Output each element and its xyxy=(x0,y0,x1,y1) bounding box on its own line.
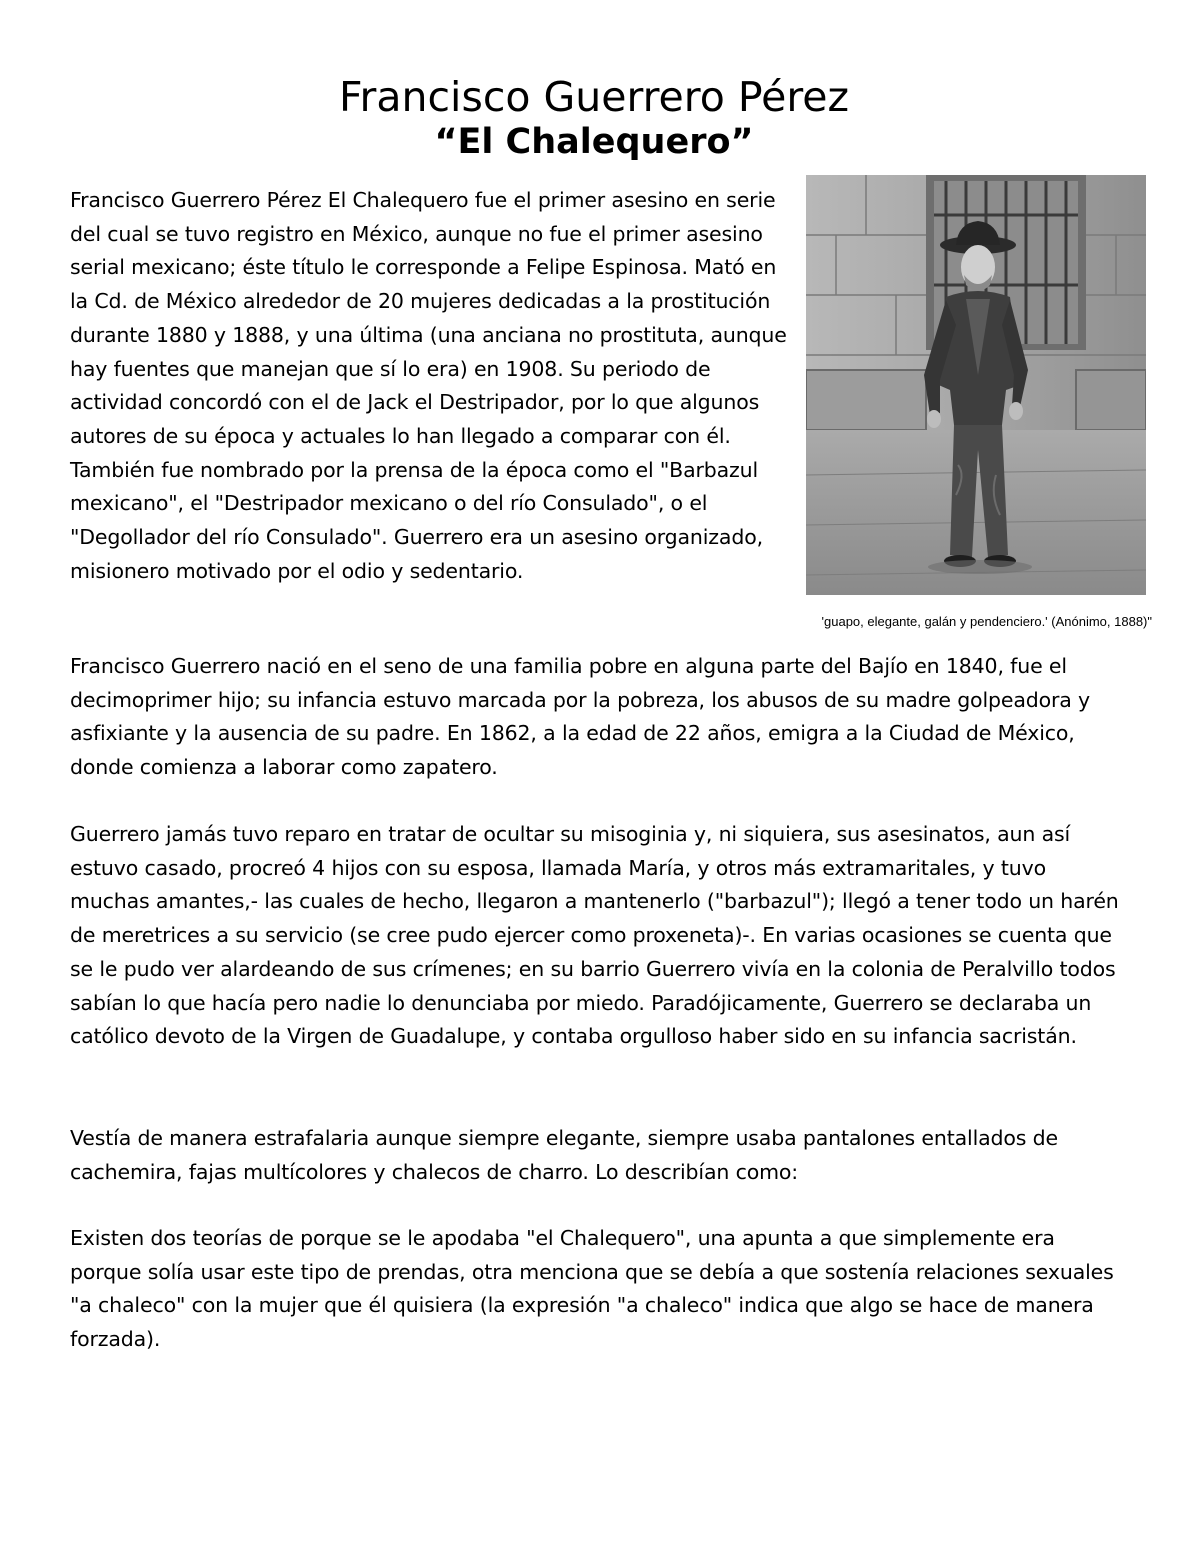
birth-paragraph: Francisco Guerrero nació en el seno de una familia pobre en alguna parte del Bajío en 1840, fue el decimoprimer hijo; su infancia estuvo marcada por la pobreza, los abusos de su madre golpeadora y asfixiante y la ausencia de su padre. En 1862, a la edad de 22 años, emigra a la Ciudad de México, donde comienza a laborar como zapatero. xyxy=(70,654,1091,780)
nickname-paragraph: Existen dos teorías de porque se le apodaba "el Chalequero", una apunta a que simplemente era porque solía usar este tipo de prendas, otra menciona que se debía a que sostenía relaciones sexuales "a chaleco" con la mujer que él quisiera (la expresión "a chaleco" indica que algo se hace de manera forzada). xyxy=(70,1226,1114,1352)
photo-caption: 'guapo, elegante, galán y pendenciero.' (Anónimo, 1888)" xyxy=(821,614,1152,629)
intro-paragraph: Francisco Guerrero Pérez El Chalequero fue el primer asesino en serie del cual se tuvo registro en México, aunque no fue el primer asesino serial mexicano; éste título le corresponde a Felipe Espinosa. Mató en la Cd. de México alrededor de 20 mujeres dedicadas a la prostitución durante 1880 y 1888, y una última (una anciana no prostituta, aunque hay fuentes que manejan que sí lo era) en 1908. Su periodo de actividad concordó con el de Jack el Destripador, por lo que algunos autores de su época y actuales lo han llegado a comparar con él. También fue nombrado por la prensa de la época como el "Barbazul mexicano", el "Destripador mexicano o del río Consulado", o el "Degollador del río Consulado". Guerrero era un asesino organizado, misionero motivado por el odio y sedentario. xyxy=(70,188,787,583)
dress-paragraph: Vestía de manera estrafalaria aunque siempre elegante, siempre usaba pantalones entallados de cachemira, fajas multícolores y chalecos de charro. Lo describían como: xyxy=(70,1126,1059,1184)
misogyny-paragraph: Guerrero jamás tuvo reparo en tratar de ocultar su misoginia y, ni siquiera, sus asesinatos, aun así estuvo casado, procreó 4 hijos con su esposa, llamada María, y otros más extramaritales, y tuvo muchas amantes,- las cuales de hecho, llegaron a mantenerlo ("barbazul"); llegó a tener todo un harén de meretrices a su servicio (se cree pudo ejercer como proxeneta)-. En varias ocasiones se cuenta que se le pudo ver alardeando de sus crímenes; en su barrio Guerrero vivía en la colonia de Peralvillo todos sabían lo que hacía pero nadie lo denunciaba por miedo. Paradójicamente, Guerrero se declaraba un católico devoto de la Virgen de Guadalupe, y contaba orgulloso haber sido en su infancia sacristán. xyxy=(70,822,1119,1049)
portrait-photo-icon xyxy=(806,175,1146,595)
portrait-photo xyxy=(806,175,1146,595)
page-title: Francisco Guerrero Pérez xyxy=(338,73,850,121)
page-subtitle: “El Chalequero” xyxy=(434,122,754,162)
